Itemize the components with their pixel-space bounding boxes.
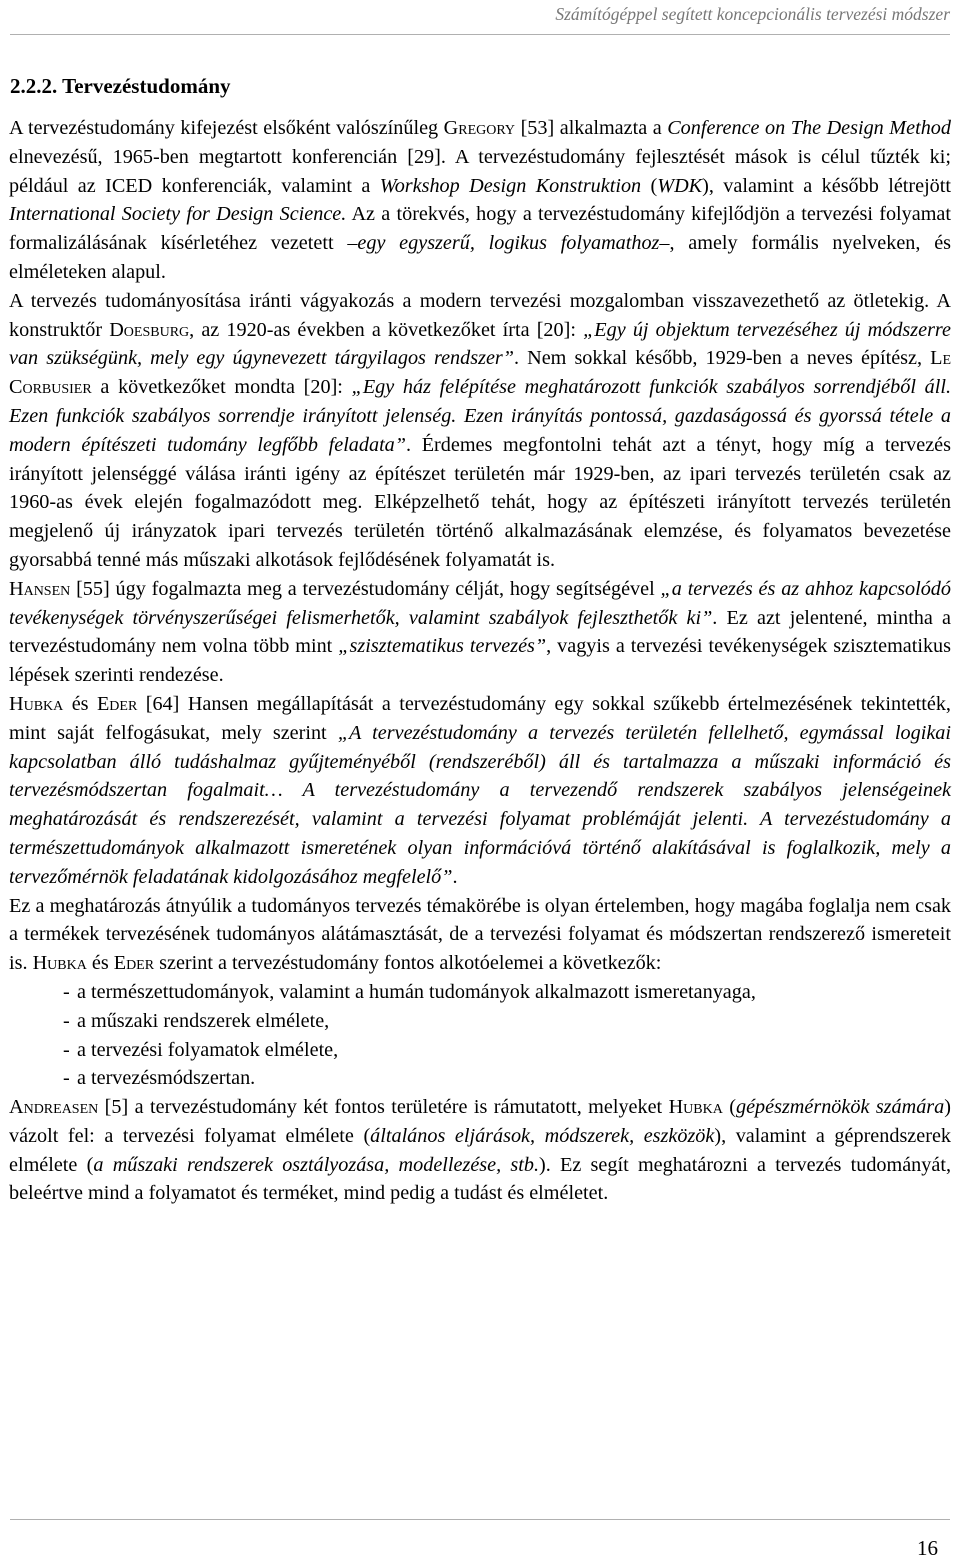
text-run: ), valamint a géprendszerek elmélete ( (9, 1124, 951, 1176)
text-run: , vagyis a tervezési tevékenységek szisztematikus lépések szerinti rendezése. (9, 635, 952, 687)
italic-phrase: gépészmérnökök számára (735, 1096, 945, 1119)
author-eder: Eder (113, 952, 155, 975)
quote-le-corbusier: „Egy ház felépítése meghatározott funkciók szabályos sorrendjéből áll. Ezen funkciók szabályos sorrendje irányított jelenség. Ezen irányítás pontossá, gazdaságossá és gyorssá tétele a modern építészeti tudomány legfőbb feladata” (9, 376, 951, 456)
wdk-abbrev: WDK (657, 174, 703, 197)
author-hansen: Hansen (9, 577, 71, 600)
quote-doesburg: „Egy új objektum tervezéséhez új módszerre van szükségünk, mely egy úgynevezett tárgyilagos rendszer” (9, 318, 952, 370)
text-run: és (63, 692, 97, 715)
dash-bullet: - (63, 1038, 70, 1061)
author-eder: Eder (96, 692, 138, 715)
paragraph-6 (9, 1093, 951, 1208)
paragraph-1 (9, 114, 951, 287)
running-header: Számítógéppel segített koncepcionális tervezési módszer (555, 4, 950, 24)
author-le-corbusier: Le Corbusier (9, 347, 952, 399)
italic-phrase: a műszaki rendszerek osztályozása, modellezése, stb. (93, 1153, 539, 1176)
author-hubka: Hubka (32, 952, 87, 975)
text-run: , az 1920-as években a következőket írta [20]: (189, 318, 584, 341)
author-hubka: Hubka (9, 692, 64, 715)
conference-name: Conference on The Design Method (667, 117, 951, 139)
text-run: , amely formális nyelveken, és elméleteken alapul. (9, 232, 952, 283)
section-title: Tervezéstudomány (62, 74, 231, 98)
paragraph-3 (9, 575, 951, 690)
author-andreasen: Andreasen (9, 1096, 99, 1119)
text-run: Ez a meghatározás átnyúlik a tudományos tervezés témakörébe is olyan értelemben, hogy magába foglalja nem csak a termékek tervezésének tudományos alátámasztását, de a tervezési folyamat és módszertan rendszerező ismereteit is. (9, 894, 951, 975)
page-number: 16 (917, 1536, 938, 1560)
list-item (63, 978, 951, 1007)
text-run: ), valamint a később létrejött (702, 174, 951, 197)
author-hubka: Hubka (668, 1096, 723, 1119)
society-name: International Society for Design Science. (9, 203, 347, 226)
section-heading (10, 74, 231, 99)
italic-phrase: –egy egyszerű, logikus folyamathoz– (347, 232, 670, 255)
italic-phrase: általános eljárások, módszerek, eszközök (370, 1124, 715, 1147)
list-item-text: a tervezési folyamatok elmélete, (77, 1038, 339, 1061)
paragraph-2 (9, 287, 951, 575)
dash-bullet: - (63, 1009, 70, 1032)
text-run: elnevezésű, 1965-ben megtartott konferencián [29]. A tervezéstudomány fejlesztését mások is célul tűzték ki; például az ICED konferenciák, valamint a (9, 145, 951, 197)
workshop-name: Workshop Design Konstruktion (379, 174, 642, 197)
components-list (9, 978, 951, 1093)
list-item (63, 1064, 951, 1093)
text-run: . Nem sokkal később, 1929-ben a neves építész, (514, 347, 931, 370)
author-gregory: Gregory (443, 117, 516, 139)
text-run: és (86, 952, 114, 975)
text-run: Az a törekvés, hogy a tervezéstudomány kifejlődjön a tervezési folyamat formalizálásának kísérletéhez vezetett (9, 203, 951, 255)
text-run: [55] úgy fogalmazta meg a tervezéstudomány célját, hogy segítségével (70, 577, 661, 600)
text-run: [5] a tervezéstudomány két fontos területére is rámutatott, melyeket (98, 1096, 669, 1119)
header-divider (10, 34, 950, 35)
text-run: ( (722, 1096, 736, 1119)
dash-bullet: - (63, 980, 70, 1003)
paragraph-4 (9, 690, 951, 892)
text-run: ( (641, 174, 658, 197)
text-run: . (452, 865, 458, 888)
text-run: A tervezés tudományosítása iránti vágyakozás a modern tervezési mozgalomban visszavezethető az ötletekig. A konstruktőr (9, 289, 951, 341)
text-run: ) vázolt fel: a tervezési folyamat elmélete ( (9, 1096, 951, 1147)
text-run: . Érdemes megfontolni tehát azt a tényt, hogy míg a tervezés irányított jelenséggé válása iránti igény az építészet területén már 1929-ben, az ipari tervezés területén csak az 1960-as évek elején fogalmazódott meg. Elképzelhető tehát, hogy az építészeti irányított tervezés területén megjelenő új irányzatok ipari tervezés területén történő alkalmazásának elemzése, és folyamatos bevezetése gyorsabbá tenné más műszaki alkotások fejlődésének folyamatát is. (9, 433, 951, 571)
section-number: 2.2.2. (10, 74, 58, 98)
footer-divider (10, 1519, 950, 1520)
quote-systematic-design: „szisztematikus tervezés” (338, 635, 547, 658)
quote-hansen: „a tervezés és az ahhoz kapcsolódó tevékenységek törvényszerűségei felismerhetők, valamint szabályok fejleszthetők ki” (9, 577, 951, 629)
body-text (9, 114, 951, 1208)
text-run: [53] alkalmazta a (515, 117, 668, 139)
list-item-text: a műszaki rendszerek elmélete, (77, 1009, 330, 1032)
paragraph-5 (9, 892, 951, 978)
author-doesburg: Doesburg (109, 318, 190, 341)
text-run: [64] Hansen megállapítását a tervezéstudomány egy sokkal szűkebb értelmezésének tekintették, mint saját felfogásukat, mely szerint (9, 692, 951, 744)
text-run: szerint a tervezéstudomány fontos alkotóelemei a következők: (154, 952, 662, 975)
list-item (63, 1007, 951, 1036)
list-item-text: a tervezésmódszertan. (77, 1067, 256, 1090)
dash-bullet: - (63, 1067, 70, 1090)
text-run: . Ez azt jelentené, mintha a tervezéstudomány nem volna több mint (9, 606, 951, 658)
list-item-text: a természettudományok, valamint a humán tudományok alkalmazott ismeretanyaga, (77, 980, 756, 1003)
quote-hubka-eder: „A tervezéstudomány a tervezés területén fellelhető, egymással logikai kapcsolatban álló tudáshalmaz gyűjteményéből (rendszeréből) áll és tartalmazza a műszaki információ és tervezésmódszertan fogalmait… A tervezéstudomány a tervezendő rendszerek szabályos jelenségeinek meghatározását és rendszerezését, valamint a tervezési folyamat problémáját jelenti. A tervezéstudomány a természettudományok alkalmazott ismeretének olyan információvá történő alakításával is foglalkozik, mely a tervezőmérnök feladatának kidolgozásához megfelelő” (9, 721, 951, 888)
text-run: A tervezéstudomány kifejezést elsőként valószínűleg (9, 117, 444, 139)
text-run: ). Ez segít meghatározni a tervezés tudományát, beleértve mind a folyamatot és terméket, mind pedig a tudást és elméletet. (9, 1153, 951, 1205)
list-item (63, 1036, 951, 1065)
text-run: a következőket mondta [20]: (91, 376, 352, 399)
